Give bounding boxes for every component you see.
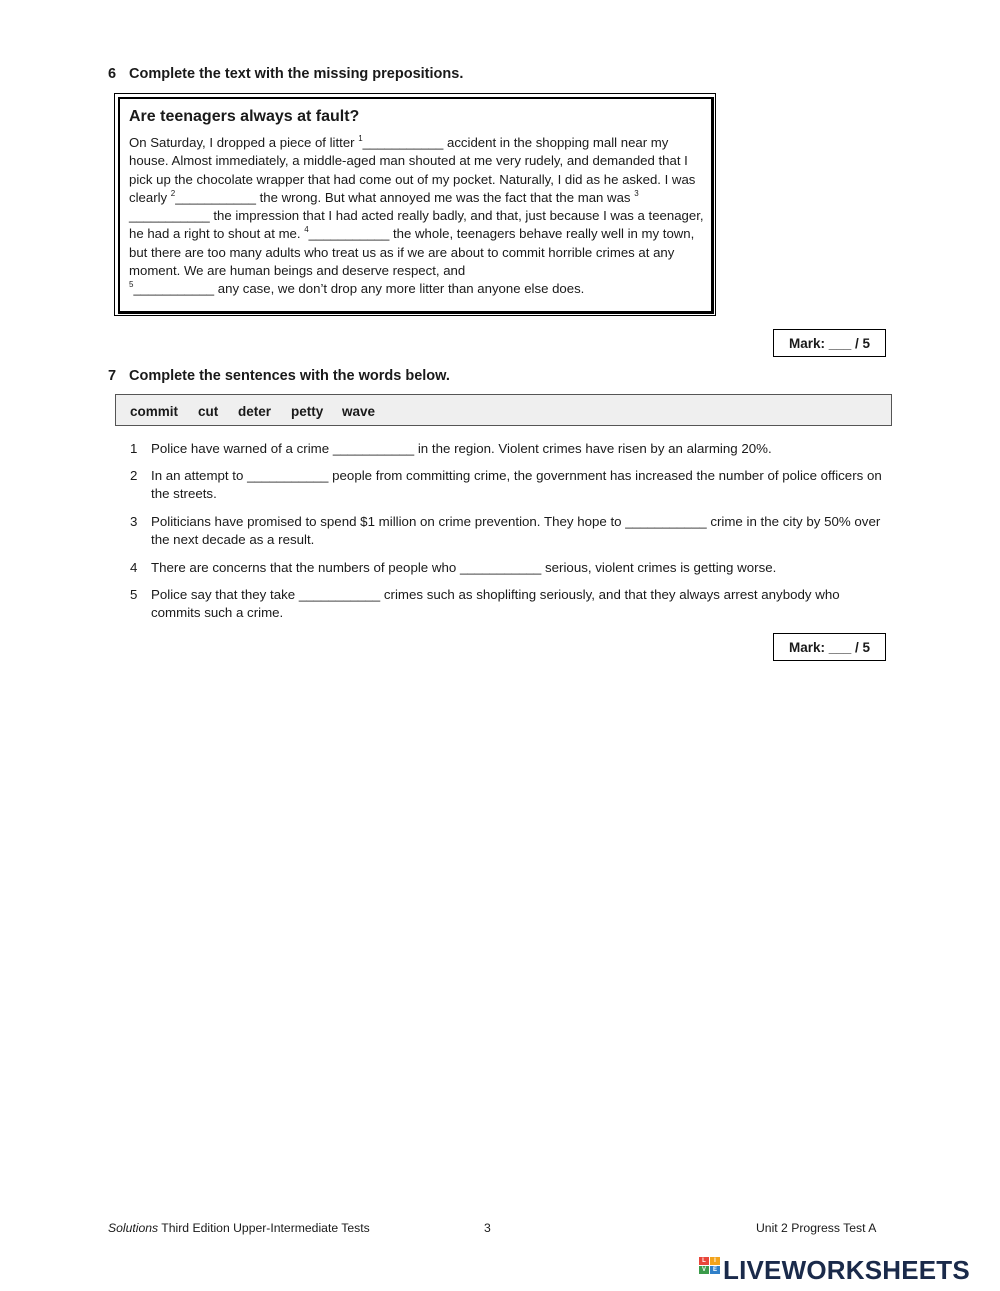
- footer-edition: Third Edition Upper-Intermediate Tests: [158, 1221, 370, 1235]
- word-petty: petty: [291, 404, 324, 419]
- blank-5[interactable]: ___________: [133, 281, 215, 297]
- blank-2[interactable]: ___________: [175, 189, 256, 205]
- gap-number: 4: [304, 225, 309, 235]
- item-number: 3: [130, 514, 138, 529]
- passage-segment: the wrong. But what annoyed me was the fact that the man was: [255, 189, 635, 205]
- word-cut: cut: [198, 404, 219, 419]
- passage-segment: On Saturday, I dropped a piece of litter: [129, 135, 359, 150]
- passage-segment: any case, we don’t drop any more litter than anyone else does.: [214, 281, 585, 297]
- footer-book-title: [108, 1221, 370, 1235]
- word-wave: wave: [342, 404, 376, 419]
- passage-box: [114, 93, 716, 316]
- mark-box-q7: Mark: ___ / 5: [773, 633, 886, 661]
- mark-box-q6: Mark: ___ / 5: [773, 329, 886, 357]
- gap-number: 1: [358, 134, 363, 143]
- word-box: [115, 394, 892, 426]
- passage-title: Are teenagers always at fault?: [129, 108, 360, 125]
- word-commit: commit: [130, 404, 179, 419]
- item-number: 4: [130, 560, 138, 575]
- blank-4[interactable]: ___________: [308, 226, 390, 242]
- item-text[interactable]: There are concerns that the numbers of people who ___________ serious, violent crimes is getting worse.: [151, 560, 777, 575]
- passage-segment: the whole, teenagers behave really well in my town, but there are too many adults who treat us as if we are about to commit horrible crimes at any moment. We are human beings and deserve respect, and: [129, 226, 695, 279]
- item-number: 2: [130, 468, 138, 483]
- footer-unit: Unit 2 Progress Test A: [756, 1221, 877, 1235]
- gap-number: 3: [634, 188, 639, 198]
- item-text[interactable]: Police say that they take ___________ crimes such as shoplifting seriously, and that they always arrest anybody who commits such a crime.: [151, 587, 840, 621]
- logo-cubes-icon: [699, 1257, 721, 1283]
- passage-segment: the impression that I had acted really badly, and that, just because I was a teenager, he had a right to shout at me.: [129, 208, 704, 242]
- logo-cube: V: [699, 1266, 709, 1274]
- passage-text: [129, 134, 709, 299]
- word-deter: deter: [238, 404, 272, 419]
- gap-number: 2: [170, 188, 176, 198]
- blank-1[interactable]: ___________: [362, 135, 444, 150]
- logo-cube: I: [710, 1257, 720, 1265]
- item-text[interactable]: Politicians have promised to spend $1 million on crime prevention. They hope to ___________ crime in the city by 50% over the next decade as a result.: [151, 514, 881, 548]
- question-number: 7: [108, 368, 117, 384]
- item-text[interactable]: In an attempt to ___________ people from committing crime, the government has increased the number of police officers on the streets.: [151, 468, 882, 502]
- question-instruction: Complete the text with the missing prepositions.: [129, 66, 464, 82]
- item-number: 1: [130, 441, 138, 456]
- blank-3[interactable]: ___________: [129, 208, 210, 224]
- footer-series: Solutions: [108, 1221, 159, 1235]
- item-number: 5: [130, 587, 138, 602]
- footer-page-number: 3: [484, 1221, 491, 1235]
- passage-segment: accident in the shopping mall near my house. Almost immediately, a middle-aged man shouted at me very rudely, and demanded that I pick up the chocolate wrapper that had come out of my pocket. Naturally, I did as he asked. I was clearly: [129, 135, 696, 205]
- question-instruction: Complete the sentences with the words below.: [129, 368, 450, 384]
- logo-cube: L: [699, 1257, 709, 1265]
- item-text[interactable]: Police have warned of a crime ___________ in the region. Violent crimes have risen by an alarming 20%.: [151, 441, 772, 456]
- gap-number: 5: [129, 280, 134, 290]
- logo-cube: E: [710, 1266, 720, 1274]
- logo-text: LIVEWORKSHEETS: [723, 1255, 970, 1285]
- question-number: 6: [108, 66, 117, 82]
